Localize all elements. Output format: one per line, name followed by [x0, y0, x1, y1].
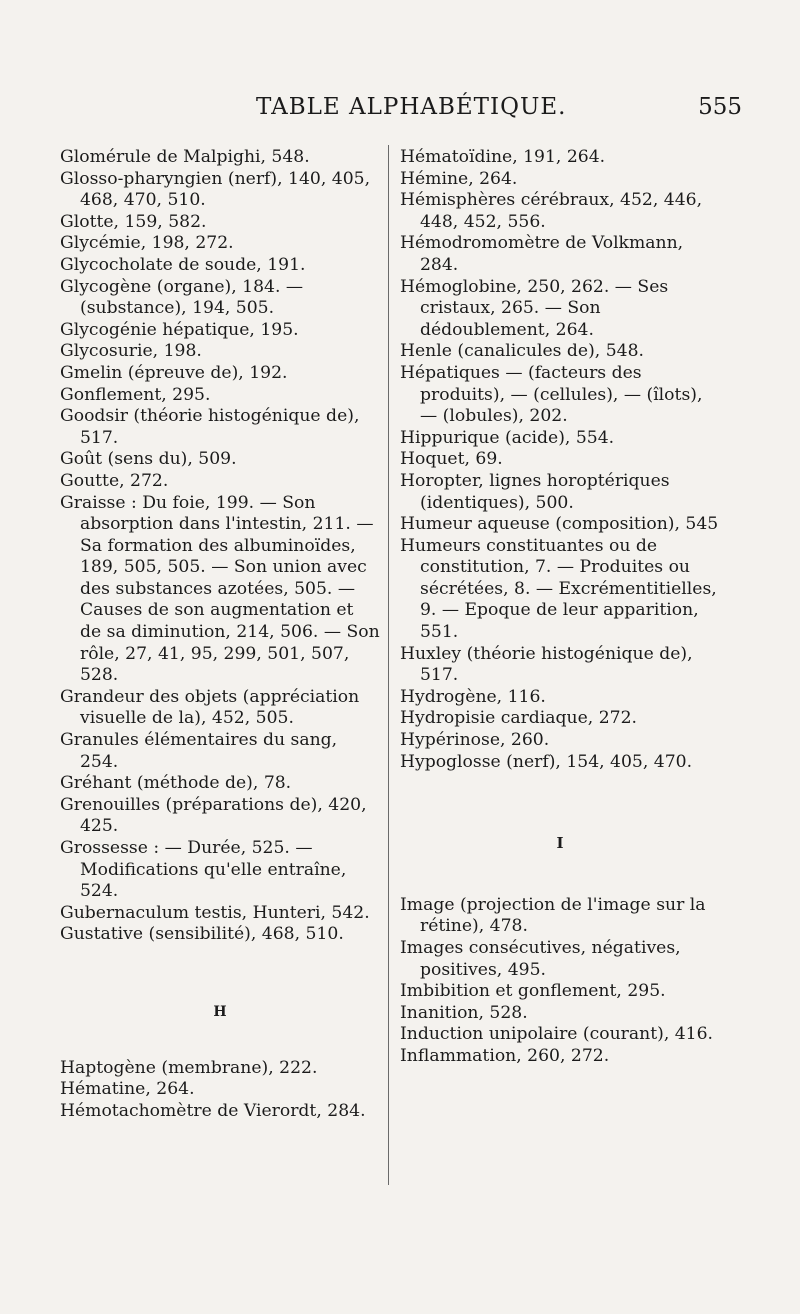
entries-g [60, 147, 380, 946]
index-entry: Goutte, 272. [60, 470, 169, 491]
index-entry: Gustative (sensibilité), 468, 510. [60, 924, 344, 945]
index-entry: Hydrogène, 116. [400, 686, 546, 707]
index-entry: Hypoglosse (nerf), 154, 405, 470. [400, 751, 693, 772]
index-entry: Goût (sens du), 509. [60, 449, 237, 470]
entries-i [400, 895, 720, 1068]
index-entry: Gubernaculum testis, Hunteri, 542. [60, 902, 370, 923]
section-letter-h: H [213, 1003, 227, 1020]
left-column [60, 147, 380, 1122]
index-entry: Hémine, 264. [400, 168, 518, 189]
right-column [400, 147, 720, 1068]
index-entry: Hépatiques — (facteurs des produits), — (cellules), — (îlots), — (lobules), 202. [400, 362, 703, 427]
index-entry: Hypérinose, 260. [400, 730, 550, 751]
page-number: 555 [698, 94, 742, 120]
page-title: TABLE ALPHABÉTIQUE. [256, 94, 567, 120]
index-entry: Hématine, 264. [60, 1079, 195, 1100]
index-entry: Imbibition et gonflement, 295. [400, 981, 666, 1002]
index-entry: Graisse : Du foie, 199. — Son absorption dans l'intestin, 211. — Sa formation des albuminoïdes, 189, 505, 505. — Son union avec des substances azotées, 505. — Causes de son augmentation et de sa diminution, 214, 506. — Son rôle, 27, 41, 95, 299, 501, 507, 528. [60, 492, 380, 686]
index-entry: Humeurs constituantes ou de constitution, 7. — Produites ou sécrétées, 8. — Excrémentitielles, 9. — Epoque de leur apparition, 551. [400, 535, 717, 643]
index-entry: Haptogène (membrane), 222. [60, 1057, 318, 1078]
index-entry: Induction unipolaire (courant), 416. [400, 1024, 714, 1045]
index-entry: Grossesse : — Durée, 525. — Modifications qu'elle entraîne, 524. [60, 838, 347, 902]
index-entry: Huxley (théorie histogénique de), 517. [400, 643, 693, 686]
entries-h [60, 1058, 380, 1123]
index-entry: Glosso-pharyngien (nerf), 140, 405, 468, 470, 510. [60, 168, 371, 211]
index-entry: Hémotachomètre de Vierordt, 284. [60, 1100, 366, 1121]
section-letter-i: I [556, 834, 564, 853]
index-entry: Hématoïdine, 191, 264. [400, 147, 606, 167]
index-entry: Hémisphères cérébraux, 452, 446, 448, 452, 556. [400, 190, 703, 232]
index-entry: Hoquet, 69. [400, 449, 503, 470]
page-header [0, 94, 800, 128]
index-entry: Images consécutives, négatives, positives, 495. [400, 938, 681, 980]
index-entry: Gréhant (méthode de), 78. [60, 773, 292, 794]
index-entry: Goodsir (théorie histogénique de), 517. [60, 406, 360, 448]
index-entry: Glotte, 159, 582. [60, 211, 207, 232]
index-entry: Granules élémentaires du sang, 254. [60, 730, 338, 772]
index-entry: Grenouilles (préparations de), 420, 425. [60, 794, 367, 837]
index-entry: Humeur aqueuse (composition), 545 [400, 514, 719, 535]
index-entry: Hémoglobine, 250, 262. — Ses cristaux, 265. — Son dédoublement, 264. [400, 276, 669, 340]
entries-h-continued [400, 147, 720, 773]
index-entry: Glycogène (organe), 184. — (substance), 194, 505. [60, 276, 304, 319]
index-entry: Gmelin (épreuve de), 192. [60, 362, 288, 383]
index-entry: Image (projection de l'image sur la rétine), 478. [400, 894, 706, 937]
index-entry: Henle (canalicules de), 548. [400, 341, 644, 362]
index-entry: Glycosurie, 198. [60, 341, 202, 362]
index-entry: Grandeur des objets (appréciation visuelle de la), 452, 505. [60, 686, 360, 729]
index-entry: Horopter, lignes horoptériques (identiques), 500. [400, 470, 670, 513]
index-entry: Hippurique (acide), 554. [400, 427, 615, 448]
index-entry: Glycocholate de soude, 191. [60, 254, 306, 275]
column-divider [388, 145, 389, 1185]
index-entry: Hydropisie cardiaque, 272. [400, 708, 637, 729]
index-entry: Inflammation, 260, 272. [400, 1045, 610, 1066]
index-entry: Glomérule de Malpighi, 548. [60, 147, 310, 167]
index-entry: Hémodromomètre de Volkmann, 284. [400, 233, 684, 275]
index-entry: Inanition, 528. [400, 1002, 528, 1023]
index-entry: Gonflement, 295. [60, 384, 211, 405]
index-entry: Glycémie, 198, 272. [60, 233, 234, 254]
index-entry: Glycogénie hépatique, 195. [60, 319, 299, 340]
